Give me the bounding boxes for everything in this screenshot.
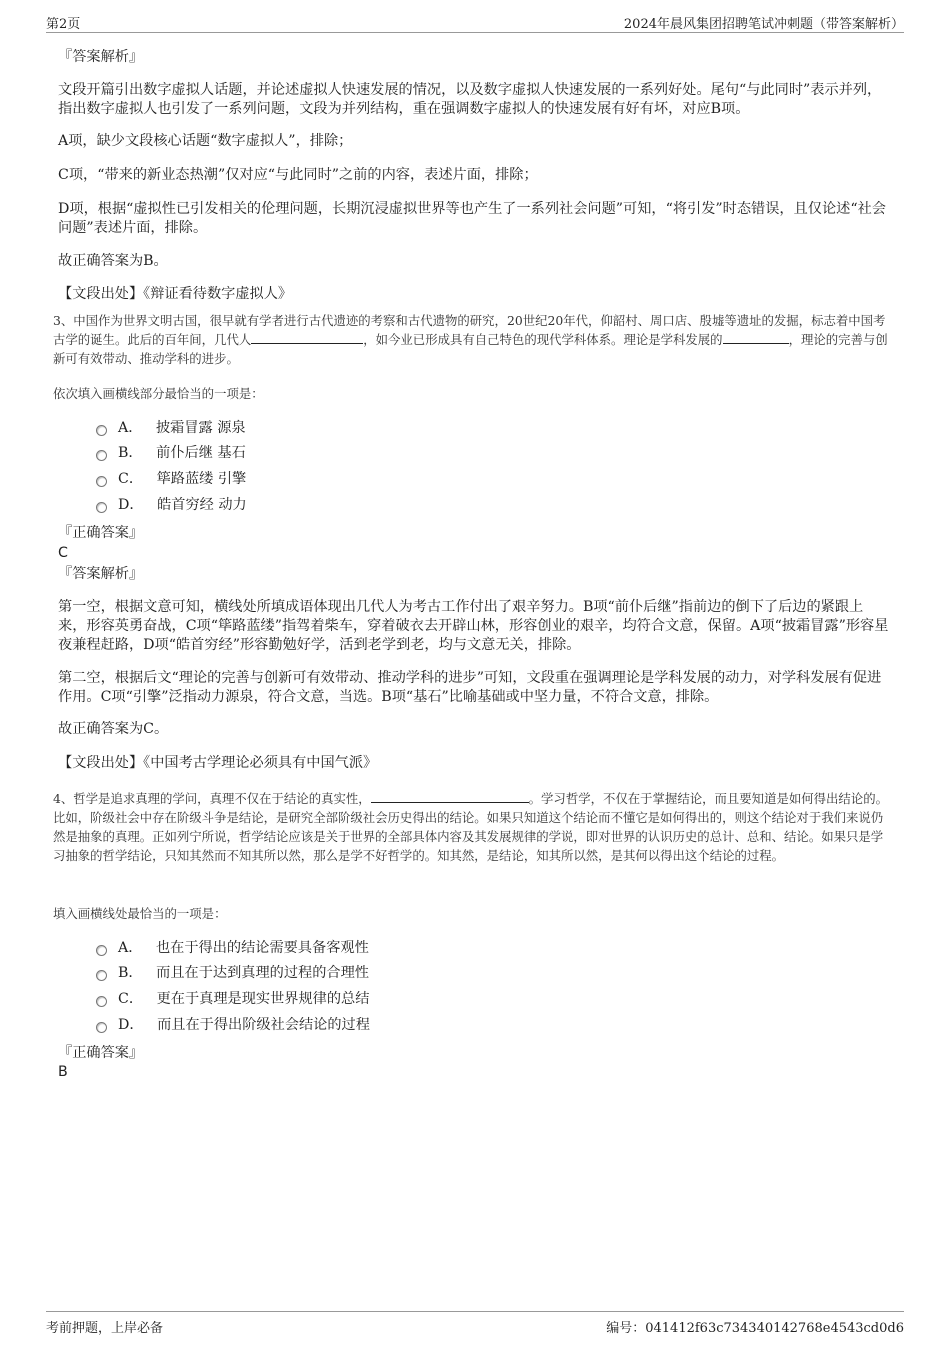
radio-icon[interactable] <box>96 970 107 981</box>
q3-analysis-p2: 第二空，根据后文“理论的完善与创新可有效带动、推动学科的进步”可知，文段重在强调理论是学科发展的动力，对学科发展有促进作用。C项“引擎”泛指动力源泉，符合文意，当选。B项“基石”比喻基础或中坚力量，不符合文意，排除。 <box>58 670 882 705</box>
q2-source: 【文段出处】《辩证看待数字虚拟人》 <box>58 286 293 302</box>
q2-analysis-p2: A项，缺少文段核心话题“数字虚拟人”，排除； <box>58 133 353 149</box>
q3-analysis-p1: 第一空，根据文意可知，横线处所填成语体现出几代人为考古工作付出了艰辛努力。B项“前仆后继”指前边的倒下了后边的紧跟上来，形容英勇奋战，C项“筚路蓝缕”指驾着柴车，穿着破衣去开辟山林，形容创业的艰辛，均符合文意，保留。A项“披霜冒露”形容星夜兼程赶路，D项“皓首穷经”形容勤勉好学，活到老学到老，均与文意无关，排除。 <box>58 599 889 653</box>
radio-icon[interactable] <box>96 425 107 436</box>
q3-option-a[interactable]: A． 披霜冒露 源泉 <box>96 419 246 438</box>
q3-option-c[interactable]: C． 筚路蓝缕 引擎 <box>96 470 246 489</box>
q3-blank-1 <box>251 331 363 344</box>
footer-slogan: 考前押题，上岸必备 <box>46 1321 164 1336</box>
q2-analysis-p5: 故正确答案为B。 <box>58 253 168 269</box>
page-number: 第2页 <box>46 17 81 32</box>
q3-option-d[interactable]: D． 皓首穷经 动力 <box>96 496 247 515</box>
radio-icon[interactable] <box>96 945 107 956</box>
q4-option-d[interactable]: D． 而且在于得出阶级社会结论的过程 <box>96 1016 370 1035</box>
q4-option-a[interactable]: A． 也在于得出的结论需要具备客观性 <box>96 939 369 958</box>
radio-icon[interactable] <box>96 1022 107 1033</box>
q3-stem: 3、中国作为世界文明古国，很早就有学者进行古代遗迹的考察和古代遗物的研究，20世纪20年代，仰韶村、周口店、殷墟等遗址的发掘，标志着中国考古学的诞生。此后的百年间，几代人 ，如今业已形成具有自己特色的现代学科体系。理论是学科发展的 ，理论的完善与创新可有效带动、推动学科的进步。 <box>53 313 888 366</box>
q2-analysis-p1: 文段开篇引出数字虚拟人话题，并论述虚拟人快速发展的情况，以及数字虚拟人快速发展的一系列好处。尾句“与此同时”表示并列，指出数字虚拟人也引发了一系列问题，文段为并列结构，重在强调数字虚拟人的快速发展有好有坏，对应B项。 <box>58 82 882 117</box>
q4-answer: B <box>58 1064 68 1080</box>
q3-blank-2 <box>723 331 789 344</box>
q3-answer: C <box>58 545 68 561</box>
q3-analysis-label: 『答案解析』 <box>58 566 144 582</box>
q4-answer-label: 『正确答案』 <box>58 1045 144 1061</box>
q3-answer-label: 『正确答案』 <box>58 525 144 541</box>
radio-icon[interactable] <box>96 476 107 487</box>
radio-icon[interactable] <box>96 450 107 461</box>
q3-source: 【文段出处】《中国考古学理论必须具有中国气派》 <box>58 755 378 771</box>
q3-option-b[interactable]: B． 前仆后继 基石 <box>96 444 246 463</box>
q2-analysis-p3: C项，“带来的新业态热潮”仅对应“与此同时”之前的内容，表述片面，排除； <box>58 167 538 183</box>
q4-option-c[interactable]: C． 更在于真理是现实世界规律的总结 <box>96 990 369 1009</box>
radio-icon[interactable] <box>96 996 107 1007</box>
q4-prompt: 填入画横线处最恰当的一项是： <box>53 906 227 921</box>
q3-analysis-p3: 故正确答案为C。 <box>58 721 169 737</box>
q2-analysis-p4: D项，根据“虚拟性已引发相关的伦理问题，长期沉浸虚拟世界等也产生了一系列社会问题”可知，“将引发”时态错误，且仅论述“社会问题”表述片面，排除。 <box>58 201 886 236</box>
document-title: 2024年晨风集团招聘笔试冲刺题（带答案解析） <box>623 17 904 32</box>
q4-option-b[interactable]: B． 而且在于达到真理的过程的合理性 <box>96 964 369 983</box>
q3-prompt: 依次填入画横线部分最恰当的一项是： <box>53 386 264 401</box>
q4-stem: 4、哲学是追求真理的学问，真理不仅在于结论的真实性， 。学习哲学，不仅在于掌握结论，而且要知道是如何得出结论的。比如，阶级社会中存在阶级斗争是结论，是研究全部阶级社会历史得出的结论。如果只知道这个结论而不懂它是如何得出的，则这个结论对于我们来说仍然是抽象的真理。正如列宁所说，哲学结论应该是关于世界的全部具体内容及其发展规律的学说，即对世界的认识历史的总计、总和、结论。如果只是学习抽象的哲学结论，只知其然而不知其所以然，那么是学不好哲学的。知其然，是结论，知其所以然，是其何以得出这个结论的过程。 <box>53 791 888 863</box>
document-id: 编号：041412f63c734340142768e4543cd0d6 <box>606 1321 904 1336</box>
q2-analysis-label: 『答案解析』 <box>58 49 144 65</box>
page-header <box>46 10 904 33</box>
page-footer <box>46 1311 904 1336</box>
radio-icon[interactable] <box>96 502 107 513</box>
q4-blank <box>371 790 529 803</box>
